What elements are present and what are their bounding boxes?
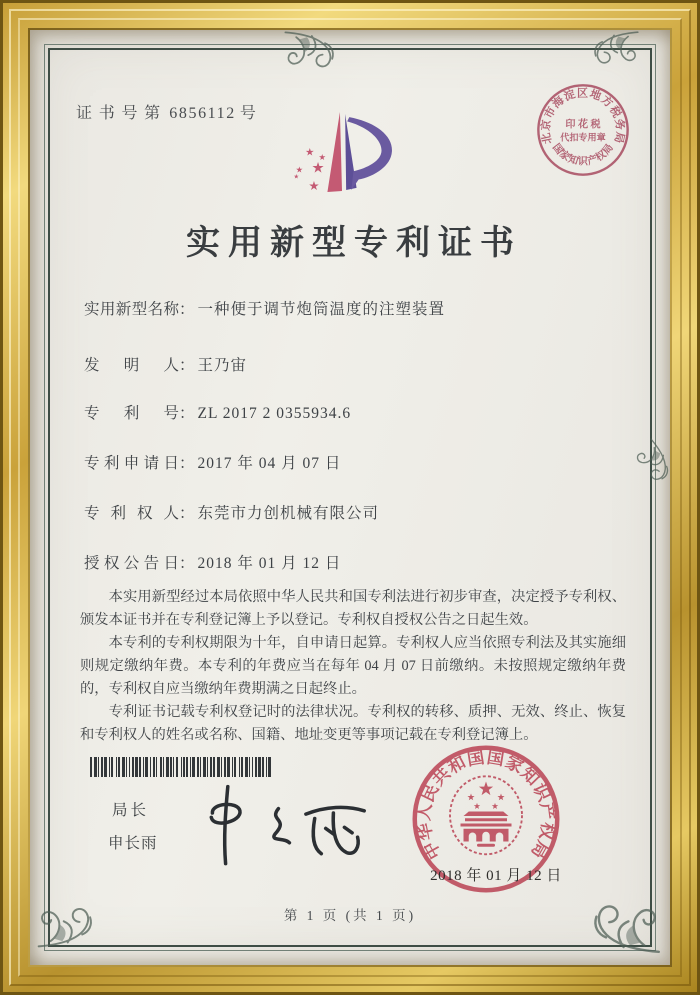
field-label: 发明人 [84, 357, 179, 374]
field-colon: ： [179, 505, 195, 522]
certificate-number [76, 100, 256, 123]
field-row [84, 451, 341, 473]
field-colon: ： [179, 357, 195, 374]
barcode-icon [90, 757, 272, 777]
svg-text:国家知识产权局 [550, 141, 616, 168]
legal-text [80, 586, 626, 747]
field-value: 东莞市力创机械有限公司 [197, 505, 380, 522]
field-label: 授权公告日 [84, 555, 179, 572]
field-value: 一种便于调节炮筒温度的注塑装置 [197, 301, 446, 318]
field-row [84, 353, 247, 375]
certificate-number-value: 6856112 [169, 105, 236, 122]
certificate-paper [30, 30, 670, 965]
field-value: ZL 2017 2 0355934.6 [197, 405, 352, 422]
seal-date: 2018 年 01 月 12 日 [430, 868, 562, 884]
page-footer: 第 1 页 (共 1 页) [283, 908, 417, 923]
svg-text:★: ★ [305, 146, 315, 159]
cnipa-logo-icon [290, 106, 394, 198]
director-title: 局长 [112, 802, 150, 819]
tax-stamp-top-text: 北京市海淀区地方税务局 [539, 87, 627, 146]
field-row [84, 297, 445, 319]
field-label: 专利权人 [84, 505, 179, 522]
certificate-number-suffix: 号 [239, 105, 256, 122]
field-row [84, 501, 379, 523]
svg-text:★: ★ [293, 173, 300, 181]
svg-text:★: ★ [318, 151, 326, 162]
field-colon: ： [179, 301, 195, 318]
svg-text:★: ★ [311, 159, 325, 177]
tax-stamp-center-line1: 印 花 税 [565, 119, 601, 131]
legal-paragraph: 专利证书记载专利权登记时的法律状况。专利权的转移、质押、无效、终止、恢复和专利权人的姓名或名称、国籍、地址变更等事项记载在专利登记簿上。 [80, 704, 626, 743]
legal-paragraph: 本实用新型经过本局依照中华人民共和国专利法进行初步审查，决定授予专利权、颁发本证书并在专利登记簿上予以登记。专利权自授权公告之日起生效。 [80, 589, 626, 628]
field-value: 2017 年 04 月 07 日 [197, 455, 342, 472]
svg-text:★: ★ [308, 177, 320, 193]
field-value: 王乃宙 [197, 357, 248, 374]
office-seal-ring-text: 中华人民共和国国家知识产权局 [414, 747, 558, 863]
tax-stamp-icon [535, 82, 631, 178]
field-row [84, 551, 341, 573]
svg-text:★: ★ [295, 164, 304, 175]
field-value: 2018 年 01 月 12 日 [197, 555, 342, 572]
tax-stamp-bottom-text: 国家知识产权局 [549, 141, 617, 168]
handwritten-signature-icon [190, 780, 380, 868]
legal-paragraph: 本专利的专利权期限为十年，自申请日起算。专利权人应当依照专利法及其实施细则规定缴纳年费。本专利的年费应当在每年 04 月 07 日前缴纳。未按照规定缴纳年费的，专利权自应当缴纳年费期满之日起终止。 [80, 635, 626, 697]
field-row [84, 401, 351, 423]
tax-stamp-center-line2: 代扣专用章 [560, 132, 606, 143]
certificate-number-prefix: 证书号第 [76, 105, 167, 122]
director-name: 申长雨 [108, 835, 158, 852]
field-colon: ： [179, 555, 195, 572]
field-label: 专利申请日 [84, 455, 179, 472]
field-colon: ： [179, 405, 195, 422]
field-colon: ： [179, 455, 195, 472]
field-label: 专利号 [84, 405, 179, 422]
field-label: 实用新型名称 [84, 301, 179, 318]
certificate-title: 实用新型专利证书 [186, 225, 522, 262]
